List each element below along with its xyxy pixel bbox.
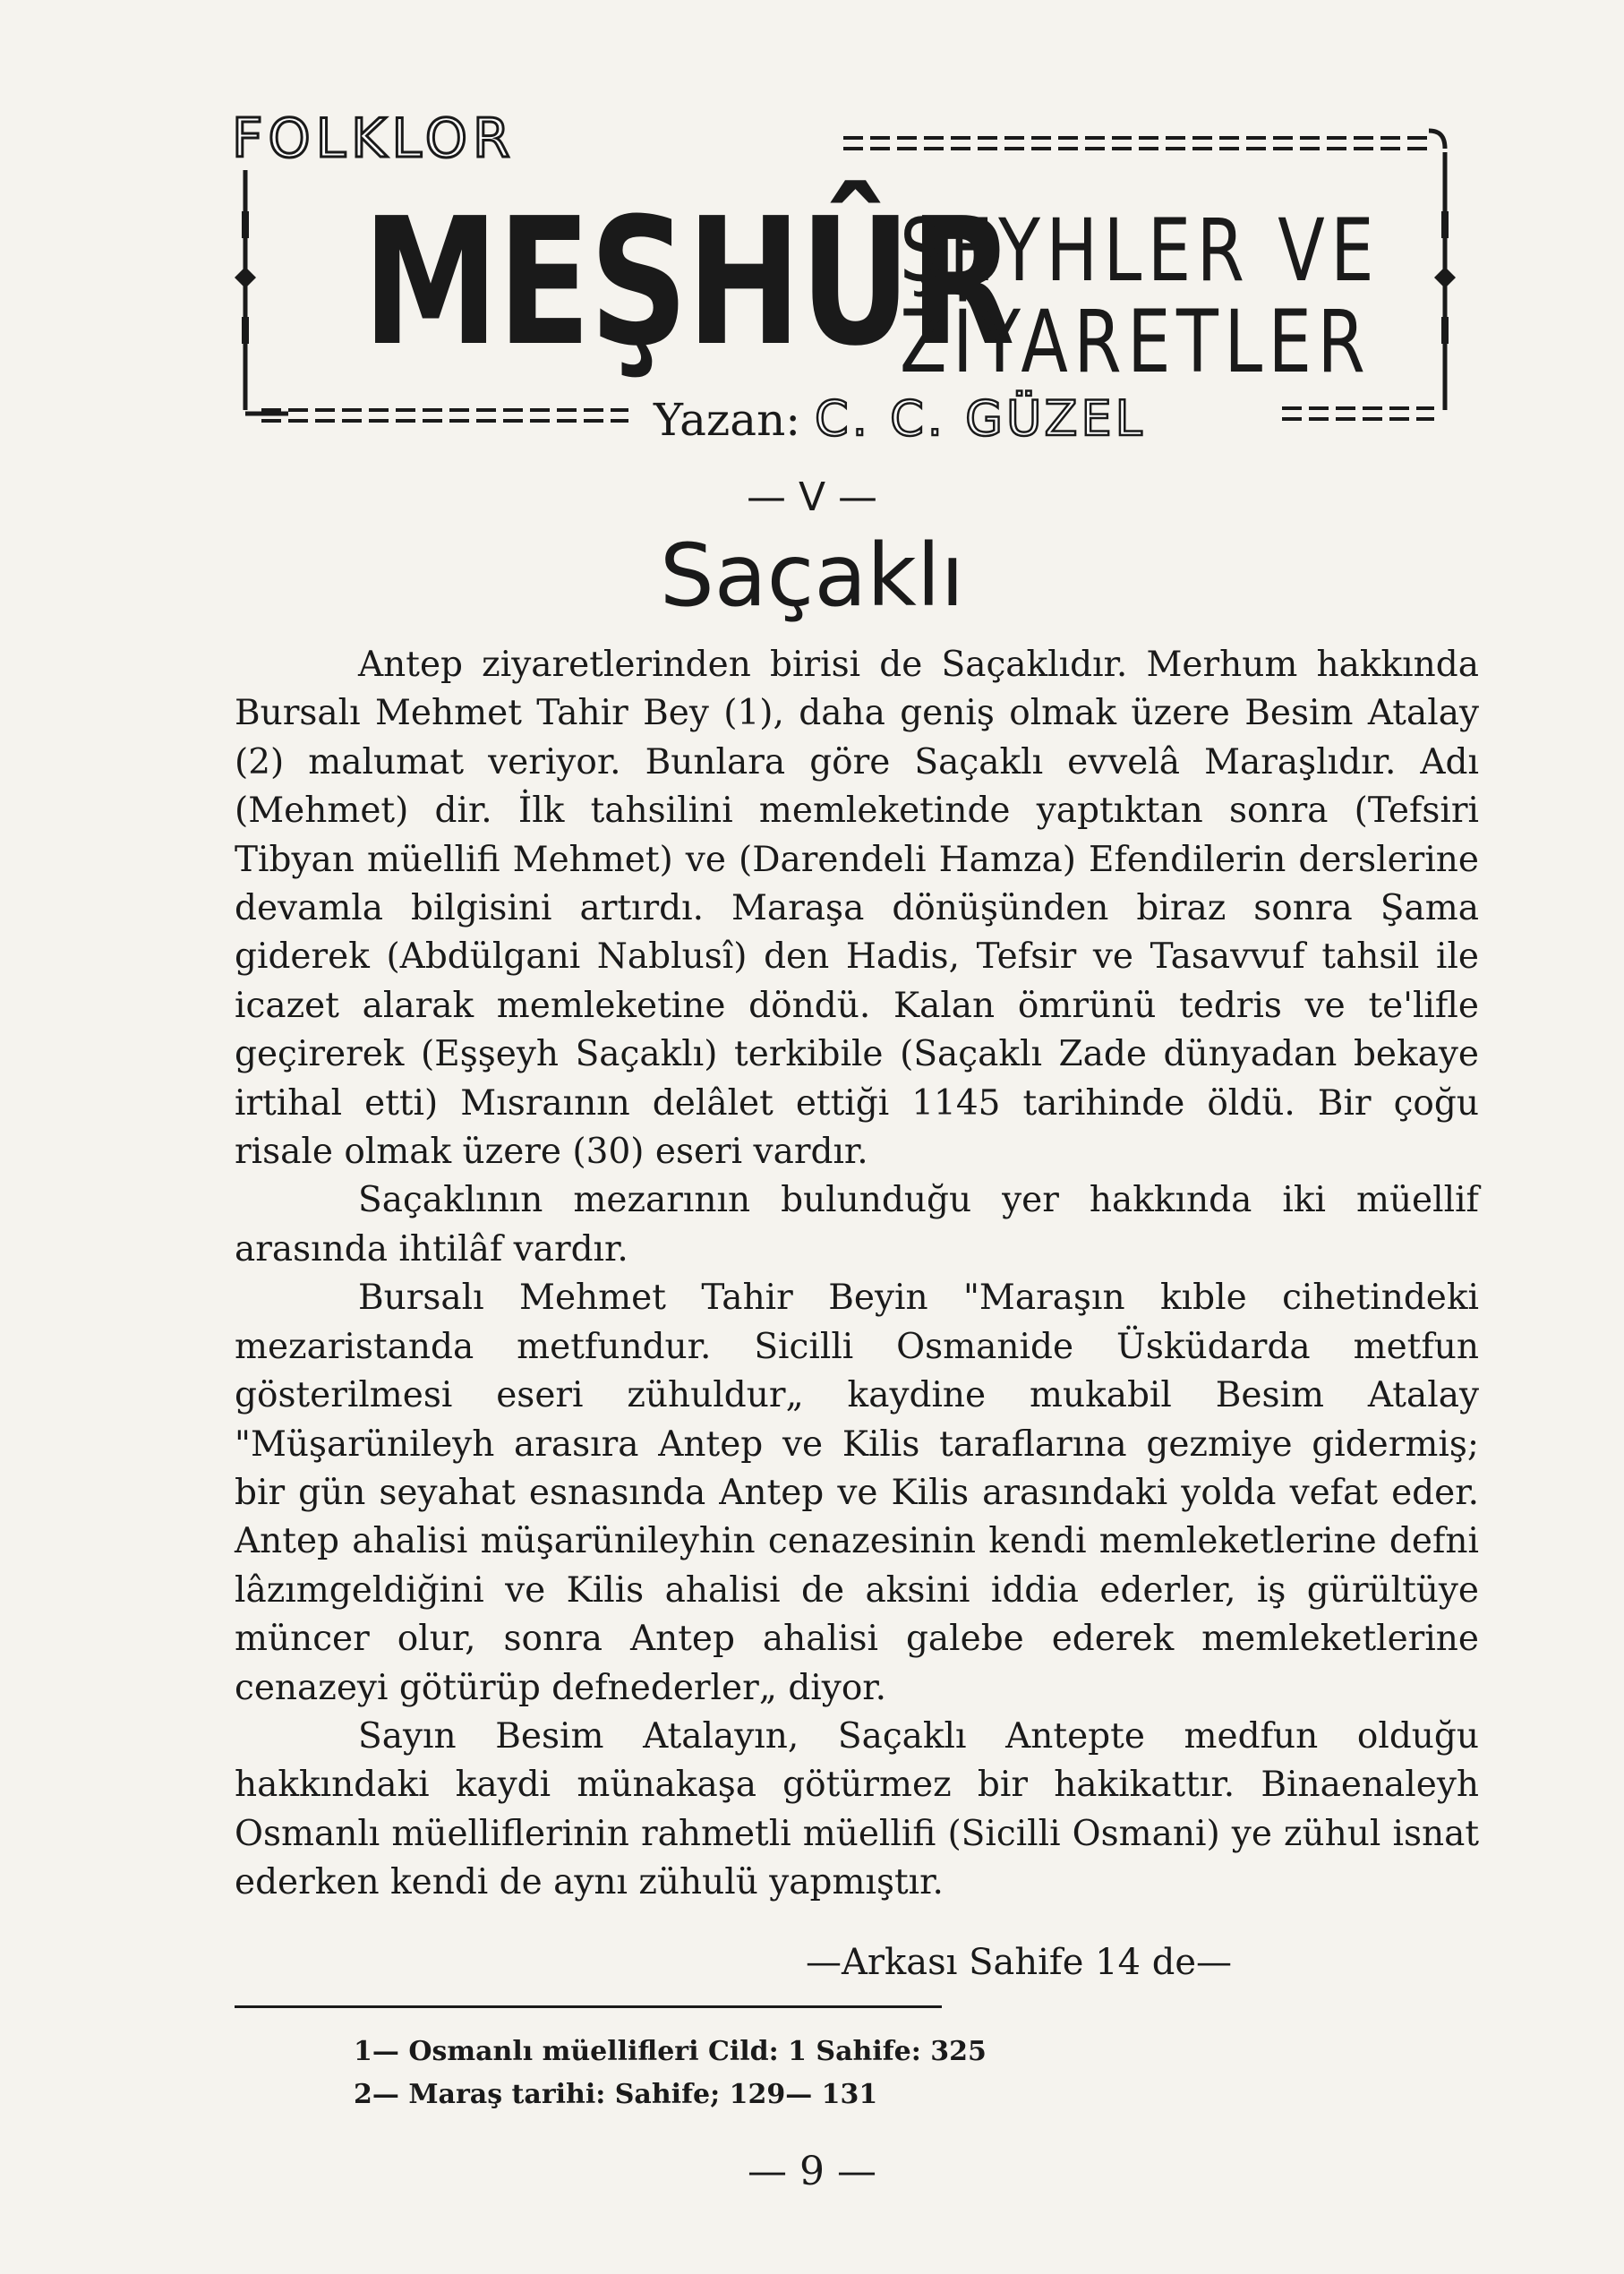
byline-prefix: Yazan:: [654, 394, 801, 446]
section-label: FOLKLOR: [219, 107, 528, 170]
paragraph: Saçaklının mezarının bulunduğu yer hakkında iki müellif arasında ihtilâf vardır.: [235, 1180, 1479, 1270]
title-line-1: ŞEYHLER VE: [900, 201, 1380, 301]
part-number: — V —: [746, 474, 878, 520]
continued-note: —Arkası Sahife 14 de—: [806, 1942, 1233, 1983]
paragraph: Bursalı Mehmet Tahir Beyin "Maraşın kıble cihetindeki mezaristanda metfundur. Sicilli Osmanide Üsküdarda metfun gösterilmesi eseri zühuldur„ kaydine mukabil Besim Atalay "Müşarünileyh arasıra Antep ve Kilis taraflarına gezmiye gidermiş; bir gün seyahat esnasında Antep ve Kilis arasındaki yolda vefat eder. Antep ahalisi müşarünileyhin cenazesinin kendi memleketlerine defni lâzımgeldiğini ve Kilis ahalisi de aksini iddia ederler, iş gürültüye müncer olur, sonra Antep ahalisi galebe ederek memleketlerine cenazeyi götürüp defnederler„ diyor.: [235, 1278, 1479, 1708]
footnotes: [354, 2030, 987, 2116]
footnote-item: 2— Maraş tarihi: Sahife; 129— 131: [354, 2079, 878, 2110]
page-number: — 9 —: [748, 2149, 876, 2194]
main-title: MEŞHÛR: [363, 181, 1014, 385]
byline-author: C. C. GÜZEL: [815, 390, 1146, 447]
article-body: [235, 641, 1479, 1908]
footnote-divider: [235, 2005, 942, 2008]
footnote-item: 1— Osmanlı müellifleri Cild: 1 Sahife: 325: [354, 2036, 987, 2067]
byline: [645, 392, 1155, 447]
article-title: Saçaklı: [659, 526, 965, 626]
title-line-2: ZİYARETLER: [900, 292, 1372, 392]
paragraph: Antep ziyaretlerinden birisi de Saçaklıdır. Merhum hakkında Bursalı Mehmet Tahir Bey (1), daha geniş olmak üzere Besim Atalay (2) malumat veriyor. Bunlara göre Saçaklı evvelâ Maraşlıdır. Adı (Mehmet) dir. İlk tahsilini memleketinde yaptıktan sonra (Tefsiri Tibyan müellifi Mehmet) ve (Darendeli Hamza) Efendilerin derslerine devamla bilgisini artırdı. Maraşa dönüşünden biraz sonra Şama giderek (Abdülgani Nablusî) den Hadis, Tefsir ve Tasavvuf tahsil ile icazet alarak memleketine döndü. Kalan ömrünü tedris ve te'lifle geçirerek (Eşşeyh Saçaklı) terkibile (Saçaklı Zade dünyadan bekaye irtihal etti) Mısraının delâlet ettiği 1145 tarihinde öldü. Bir çoğu risale olmak üzere (30) eseri vardır.: [235, 645, 1479, 1173]
paragraph: Sayın Besim Atalayın, Saçaklı Antepte medfun olduğu hakkındaki kaydi münakaşa götürmez bir hakikattır. Binaenaleyh Osmanlı müelliflerinin rahmetli müellifi (Sicilli Osmani) ye zühul isnat ederken kendi de aynı zühulü yapmıştır.: [235, 1715, 1479, 1903]
